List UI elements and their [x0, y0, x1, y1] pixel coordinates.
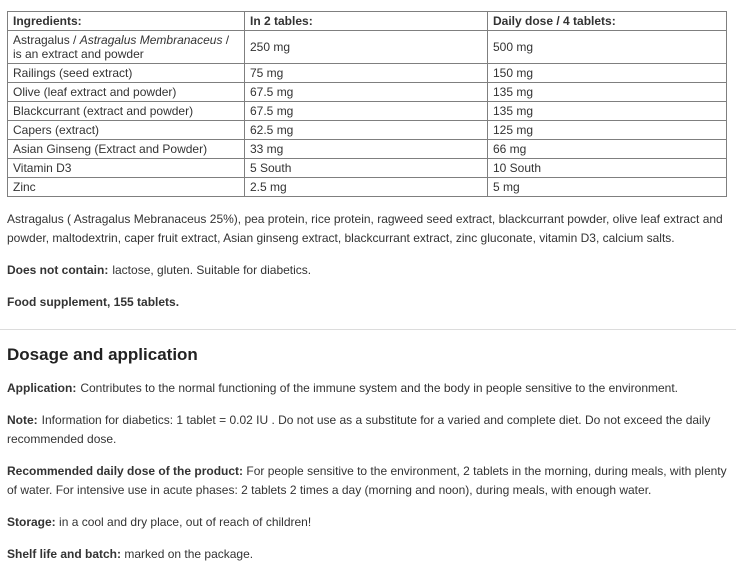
- storage-paragraph: [0, 513, 730, 532]
- does-not-contain-label: Does not contain:: [7, 263, 109, 277]
- table-header-row: [8, 12, 727, 31]
- food-supplement-line: Food supplement, 155 tablets.: [7, 295, 180, 309]
- ingredients-table: [7, 11, 727, 197]
- cell-in-2-tables: 67.5 mg: [245, 83, 488, 102]
- shelf-life-label: Shelf life and batch:: [7, 547, 122, 561]
- cell-daily-dose: 135 mg: [488, 102, 727, 121]
- cell-ingredient: Capers (extract): [8, 121, 245, 140]
- table-row: [8, 140, 727, 159]
- cell-daily-dose: 10 South: [488, 159, 727, 178]
- recommended-dose-text: For people sensitive to the environment, 2 tablets in the morning, during meals, with plenty of water. For intensive use in acute phases: 2 tablets 2 times a day (morning and noon), during meals, with enough water.: [7, 464, 727, 497]
- note-text: Information for diabetics: 1 tablet = 0.02 IU . Do not use as a substitute for a varied and complete diet. Do not exceed the daily recommended dose.: [7, 413, 711, 446]
- recommended-dose-label: Recommended daily dose of the product:: [7, 464, 244, 478]
- storage-label: Storage:: [7, 515, 56, 529]
- cell-daily-dose: 135 mg: [488, 83, 727, 102]
- cell-ingredient: Olive (leaf extract and powder): [8, 83, 245, 102]
- header-in-2-tables: In 2 tables:: [245, 12, 488, 31]
- table-row: [8, 102, 727, 121]
- cell-daily-dose: 150 mg: [488, 64, 727, 83]
- application-paragraph: [0, 379, 730, 398]
- table-row: [8, 178, 727, 197]
- cell-daily-dose: 66 mg: [488, 140, 727, 159]
- ingredient-name: Astragalus /: [13, 33, 80, 47]
- ingredient-latin-name: Astragalus Membranaceus: [79, 33, 223, 47]
- shelf-life-text: marked on the package.: [121, 547, 254, 561]
- cell-in-2-tables: 67.5 mg: [245, 102, 488, 121]
- table-row: [8, 64, 727, 83]
- cell-in-2-tables: 5 South: [245, 159, 488, 178]
- cell-ingredient: Zinc: [8, 178, 245, 197]
- shelf-life-paragraph: [0, 545, 730, 564]
- cell-in-2-tables: 62.5 mg: [245, 121, 488, 140]
- table-row: [8, 83, 727, 102]
- cell-ingredient: Asian Ginseng (Extract and Powder): [8, 140, 245, 159]
- section-divider: [0, 329, 736, 330]
- application-label: Application:: [7, 381, 77, 395]
- cell-daily-dose: 5 mg: [488, 178, 727, 197]
- dosage-heading: Dosage and application: [7, 345, 198, 364]
- cell-ingredient: Railings (seed extract): [8, 64, 245, 83]
- table-row: [8, 31, 727, 64]
- table-row: [8, 159, 727, 178]
- does-not-contain-text: lactose, gluten. Suitable for diabetics.: [112, 263, 312, 277]
- ingredients-list-paragraph: Astragalus ( Astragalus Mebranaceus 25%), pea protein, rice protein, ragweed seed extract, blackcurrant powder, olive leaf extract and powder, maltodextrin, caper fruit extract, Asian ginseng extract, blackcurrant extract, zinc gluconate, vitamin D3, calcium salts.: [7, 212, 723, 245]
- cell-in-2-tables: 250 mg: [245, 31, 488, 64]
- cell-ingredient: Vitamin D3: [8, 159, 245, 178]
- header-daily-dose: Daily dose / 4 tablets:: [488, 12, 727, 31]
- cell-in-2-tables: 2.5 mg: [245, 178, 488, 197]
- cell-ingredient: Blackcurrant (extract and powder): [8, 102, 245, 121]
- cell-in-2-tables: 75 mg: [245, 64, 488, 83]
- note-label: Note:: [7, 413, 38, 427]
- application-text: Contributes to the normal functioning of the immune system and the body in people sensitive to the environment.: [80, 381, 679, 395]
- storage-text: in a cool and dry place, out of reach of children!: [55, 515, 312, 529]
- recommended-dose-paragraph: [0, 462, 730, 500]
- table-row: [8, 121, 727, 140]
- header-ingredients: Ingredients:: [8, 12, 245, 31]
- cell-daily-dose: 500 mg: [488, 31, 727, 64]
- cell-in-2-tables: 33 mg: [245, 140, 488, 159]
- cell-daily-dose: 125 mg: [488, 121, 727, 140]
- does-not-contain-paragraph: [0, 261, 730, 280]
- ingredient-name-suffix: / is an extract and powder: [13, 33, 230, 61]
- note-paragraph: [0, 411, 730, 449]
- cell-ingredient: [8, 31, 245, 64]
